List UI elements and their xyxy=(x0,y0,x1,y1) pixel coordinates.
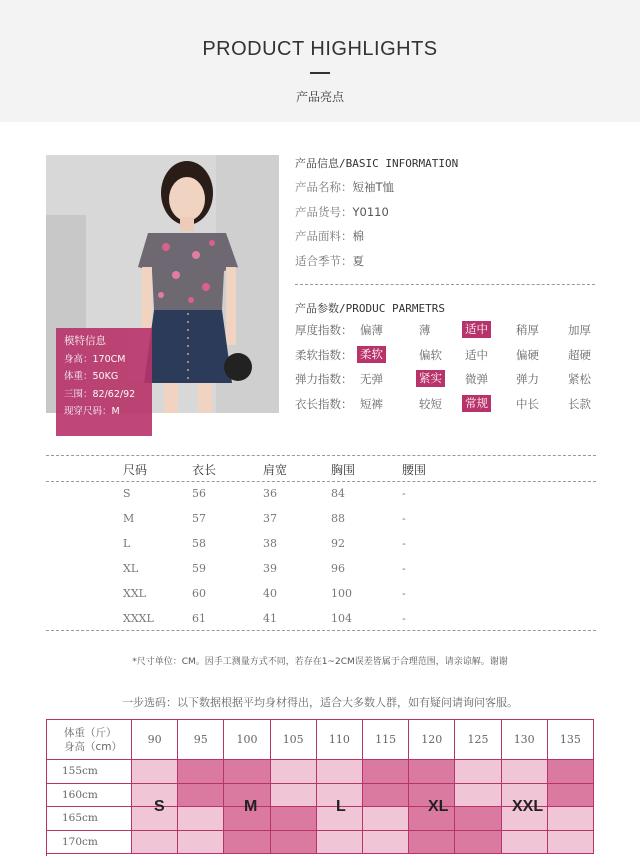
param-option: 偏薄 xyxy=(360,323,383,337)
model-measurements: 三围：82/62/92 xyxy=(64,388,136,400)
size-guide-text: 一步选码：以下数据根据平均身材得出，适合大多数人群，如有疑问请询问客服。 xyxy=(122,696,518,709)
grid-height-label: 160cm xyxy=(46,784,132,808)
size-table-cell: 60 xyxy=(192,587,206,600)
params-section xyxy=(295,300,595,416)
param-option: 超硬 xyxy=(568,347,591,362)
size-table-cell: - xyxy=(402,537,406,550)
grid-size-label: XL xyxy=(428,798,449,815)
size-table-cell: 56 xyxy=(192,487,206,500)
size-table-cell: 57 xyxy=(192,512,206,525)
size-table-cell: L xyxy=(123,537,131,550)
basic-info-title: 产品信息/BASIC INFORMATION xyxy=(295,157,459,170)
grid-weight-header: 90 xyxy=(132,719,178,760)
grid-size-cell xyxy=(271,807,317,831)
size-table-header: 尺码 xyxy=(123,463,148,477)
model-height: 身高：170CM xyxy=(64,353,126,365)
param-option-selected: 紧实 xyxy=(416,370,445,387)
grid-size-cell xyxy=(271,831,317,855)
grid-size-cell xyxy=(548,784,594,808)
grid-size-cell xyxy=(132,760,178,784)
size-table-cell: 38 xyxy=(263,537,277,550)
info-label: 产品名称： xyxy=(295,180,353,194)
param-option: 偏软 xyxy=(419,347,442,362)
grid-size-cell xyxy=(271,760,317,784)
size-table-cell: M xyxy=(123,512,135,525)
info-row-sku xyxy=(295,200,595,225)
info-label: 产品货号： xyxy=(295,204,353,219)
grid-size-cell xyxy=(271,784,317,808)
param-option: 较短 xyxy=(419,396,442,411)
grid-height-label: 165cm xyxy=(46,807,132,831)
size-table-cell: S xyxy=(123,487,131,500)
param-label: 柔软指数： xyxy=(295,347,353,362)
grid-size-cell xyxy=(363,760,409,784)
size-table-cell: XXXL xyxy=(123,612,154,625)
param-option: 无弹 xyxy=(360,372,383,386)
size-table-cell: XXL xyxy=(123,587,146,600)
info-separator xyxy=(295,284,595,285)
size-table-cell: - xyxy=(402,562,406,575)
info-label: 产品面料： xyxy=(295,229,353,243)
table-bottom-line xyxy=(46,630,596,631)
grid-corner-height: 身高（cm） xyxy=(64,741,123,753)
size-table-cell: 84 xyxy=(331,487,345,500)
size-table-cell: 40 xyxy=(263,587,277,600)
grid-weight-header: 115 xyxy=(363,719,409,760)
grid-size-cell xyxy=(363,807,409,831)
param-row xyxy=(295,343,595,368)
grid-height-label: 155cm xyxy=(46,760,132,784)
grid-size-cell xyxy=(363,784,409,808)
info-row-season xyxy=(295,249,595,274)
info-label: 适合季节： xyxy=(295,253,353,268)
param-option: 微弹 xyxy=(465,372,488,386)
grid-size-cell xyxy=(409,760,455,784)
page-title: PRODUCT HIGHLIGHTS xyxy=(202,38,438,60)
info-value: 短袖T恤 xyxy=(352,180,395,194)
grid-size-cell xyxy=(178,831,224,855)
grid-size-label: S xyxy=(154,798,165,815)
grid-size-cell xyxy=(224,760,270,784)
grid-size-cell xyxy=(363,831,409,855)
size-table-cell: 59 xyxy=(192,562,206,575)
size-table-cell: - xyxy=(402,487,406,500)
grid-size-cell xyxy=(224,831,270,855)
header-banner xyxy=(0,0,640,122)
title-divider xyxy=(310,72,330,74)
grid-weight-header: 100 xyxy=(224,719,270,760)
grid-size-cell xyxy=(502,760,548,784)
param-option-selected: 适中 xyxy=(462,321,491,338)
grid-size-cell xyxy=(455,784,501,808)
model-info-box xyxy=(56,328,152,436)
grid-corner-weight: 体重（斤） xyxy=(64,727,117,739)
info-value: 夏 xyxy=(352,253,364,268)
param-label: 弹力指数： xyxy=(295,372,353,386)
grid-size-label: XXL xyxy=(512,798,544,815)
grid-height-label: 170cm xyxy=(46,831,132,855)
size-table-cell: - xyxy=(402,612,406,625)
grid-size-cell xyxy=(409,831,455,855)
grid-size-cell xyxy=(317,831,363,855)
size-table-cell: 100 xyxy=(331,587,352,600)
size-table-cell: 36 xyxy=(263,487,277,500)
grid-size-label: M xyxy=(244,798,258,815)
param-option: 弹力 xyxy=(516,372,539,386)
grid-weight-header: 95 xyxy=(178,719,224,760)
grid-size-cell xyxy=(178,807,224,831)
model-size: 现穿尺码：M xyxy=(64,406,120,417)
info-value: Y0110 xyxy=(352,204,389,219)
grid-size-cell xyxy=(455,807,501,831)
grid-size-cell xyxy=(502,831,548,855)
grid-size-cell xyxy=(178,760,224,784)
param-option: 短裤 xyxy=(360,396,383,411)
size-recommendation-grid xyxy=(46,719,594,856)
grid-size-cell xyxy=(132,831,178,855)
model-weight: 体重：50KG xyxy=(64,371,119,382)
size-table-cell: 37 xyxy=(263,512,277,525)
grid-weight-header: 135 xyxy=(548,719,594,760)
size-table-cell: 104 xyxy=(331,612,352,625)
grid-size-cell xyxy=(548,807,594,831)
size-table-header: 衣长 xyxy=(192,463,217,477)
info-row-fabric xyxy=(295,224,595,249)
grid-size-cell xyxy=(548,760,594,784)
param-option: 偏硬 xyxy=(516,347,539,362)
param-option: 紧松 xyxy=(568,372,591,386)
info-value: 棉 xyxy=(352,229,364,243)
size-table-cell: 39 xyxy=(263,562,277,575)
grid-weight-header: 130 xyxy=(502,719,548,760)
grid-weight-header: 120 xyxy=(409,719,455,760)
size-table-cell: XL xyxy=(123,562,139,575)
param-row xyxy=(295,367,595,392)
grid-weight-header: 110 xyxy=(317,719,363,760)
grid-size-cell xyxy=(455,831,501,855)
basic-info-section xyxy=(295,155,595,273)
size-table-cell: 58 xyxy=(192,537,206,550)
grid-size-cell xyxy=(317,760,363,784)
param-option: 中长 xyxy=(516,396,539,411)
param-label: 衣长指数： xyxy=(295,396,353,411)
size-table-cell: 92 xyxy=(331,537,345,550)
param-option: 稍厚 xyxy=(516,323,539,337)
size-table-cell: 88 xyxy=(331,512,345,525)
table-header-line xyxy=(46,481,596,482)
measurement-note: *尺寸单位：CM。因手工测量方式不同，若存在1~2CM误差皆属于合理范围，请亲谅解。谢谢 xyxy=(132,657,508,667)
size-table-cell: - xyxy=(402,587,406,600)
param-row xyxy=(295,318,595,343)
size-table-header: 肩宽 xyxy=(263,463,288,477)
table-top-line xyxy=(46,455,596,456)
param-option: 薄 xyxy=(419,323,431,337)
grid-weight-header: 125 xyxy=(455,719,501,760)
param-label: 厚度指数： xyxy=(295,323,353,337)
page-subtitle: 产品亮点 xyxy=(295,90,344,104)
size-table-cell: 96 xyxy=(331,562,345,575)
param-row xyxy=(295,392,595,417)
info-row-name xyxy=(295,175,595,200)
grid-size-cell xyxy=(178,784,224,808)
model-info-label: 模特信息 xyxy=(64,335,106,347)
size-table-cell: - xyxy=(402,512,406,525)
param-option: 加厚 xyxy=(568,323,591,337)
grid-size-label: L xyxy=(336,798,346,815)
size-table-cell: 41 xyxy=(263,612,277,625)
size-table-cell: 61 xyxy=(192,612,206,625)
param-option: 适中 xyxy=(465,347,488,362)
size-table-header: 胸围 xyxy=(331,463,356,477)
size-table-header: 腰围 xyxy=(402,463,427,477)
grid-size-cell xyxy=(548,831,594,855)
grid-weight-header: 105 xyxy=(271,719,317,760)
grid-size-cell xyxy=(455,760,501,784)
param-option: 长款 xyxy=(568,396,591,411)
grid-corner xyxy=(46,719,132,760)
param-option-selected: 常规 xyxy=(462,395,491,412)
params-title: 产品参数/PRODUC PARMETRS xyxy=(295,302,445,315)
param-option-selected: 柔软 xyxy=(357,346,386,363)
